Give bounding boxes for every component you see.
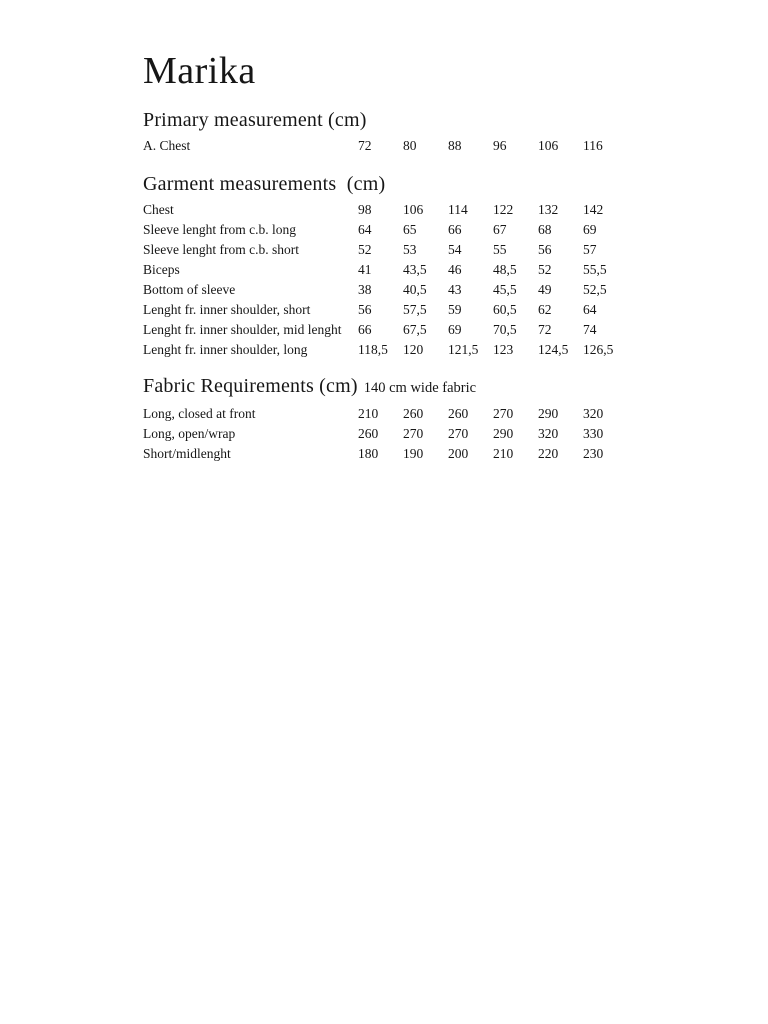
section-heading-text: Fabric Requirements (cm)	[143, 375, 358, 397]
row-value: 116	[583, 138, 603, 153]
row-value: 68	[538, 222, 552, 237]
table-row	[143, 320, 768, 340]
table-row	[143, 240, 768, 260]
section-heading	[143, 108, 768, 132]
table-row	[143, 300, 768, 320]
section-garment-measurements	[143, 172, 768, 360]
row-label: Lenght fr. inner shoulder, short	[143, 302, 311, 317]
table-row	[143, 280, 768, 300]
row-value: 52,5	[583, 282, 607, 297]
row-value: 57,5	[403, 302, 427, 317]
row-value: 40,5	[403, 282, 427, 297]
section-heading-suffix: 140 cm wide fabric	[363, 380, 477, 396]
row-label: Long, closed at front	[143, 406, 256, 421]
row-value: 64	[358, 222, 372, 237]
row-value: 290	[538, 406, 559, 421]
row-value: 260	[448, 406, 469, 421]
row-value: 96	[493, 138, 507, 153]
row-label: Lenght fr. inner shoulder, mid lenght	[143, 322, 342, 337]
section-heading	[143, 172, 768, 196]
section-fabric-requirements	[143, 374, 768, 464]
row-value: 270	[493, 406, 514, 421]
row-value: 52	[538, 262, 552, 277]
row-value: 142	[583, 202, 604, 217]
row-value: 52	[358, 242, 372, 257]
row-value: 98	[358, 202, 372, 217]
row-value: 290	[493, 426, 514, 441]
row-value: 38	[358, 282, 372, 297]
row-value: 41	[358, 262, 372, 277]
row-value: 53	[403, 242, 417, 257]
row-value: 106	[538, 138, 559, 153]
section-heading	[143, 374, 768, 400]
row-label: Bottom of sleeve	[143, 282, 236, 297]
table-row	[143, 136, 768, 156]
row-value: 49	[538, 282, 552, 297]
row-label: Biceps	[143, 262, 180, 277]
row-value: 72	[358, 138, 372, 153]
row-value: 70,5	[493, 322, 517, 337]
table-row	[143, 424, 768, 444]
row-value: 69	[448, 322, 462, 337]
row-value: 126,5	[583, 342, 614, 357]
row-value: 270	[448, 426, 469, 441]
table-row	[143, 340, 768, 360]
row-label: Lenght fr. inner shoulder, long	[143, 342, 308, 357]
table-row	[143, 200, 768, 220]
row-value: 270	[403, 426, 424, 441]
section-heading-text: Primary measurement (cm)	[143, 109, 367, 131]
row-value: 57	[583, 242, 597, 257]
row-value: 230	[583, 446, 604, 461]
row-label: Sleeve lenght from c.b. long	[143, 222, 296, 237]
row-label: Short/midlenght	[143, 446, 231, 461]
row-value: 200	[448, 446, 469, 461]
row-value: 260	[358, 426, 379, 441]
row-value: 190	[403, 446, 424, 461]
row-value: 80	[403, 138, 417, 153]
row-value: 65	[403, 222, 417, 237]
measurement-sections	[143, 108, 768, 464]
row-value: 46	[448, 262, 462, 277]
row-value: 60,5	[493, 302, 517, 317]
row-value: 180	[358, 446, 379, 461]
row-value: 56	[358, 302, 372, 317]
row-label: Chest	[143, 202, 174, 217]
row-value: 62	[538, 302, 552, 317]
row-value: 55	[493, 242, 507, 257]
row-value: 124,5	[538, 342, 569, 357]
table-row	[143, 444, 768, 464]
section-primary-measurement	[143, 108, 768, 156]
row-value: 72	[538, 322, 552, 337]
row-value: 43	[448, 282, 462, 297]
row-value: 55,5	[583, 262, 607, 277]
table-row	[143, 220, 768, 240]
row-value: 43,5	[403, 262, 427, 277]
page-title: Marika	[143, 50, 256, 92]
row-value: 64	[583, 302, 597, 317]
row-value: 69	[583, 222, 597, 237]
row-value: 48,5	[493, 262, 517, 277]
row-label: A. Chest	[143, 138, 191, 153]
row-label: Sleeve lenght from c.b. short	[143, 242, 299, 257]
row-value: 210	[358, 406, 379, 421]
row-value: 320	[583, 406, 604, 421]
row-value: 56	[538, 242, 552, 257]
row-value: 121,5	[448, 342, 479, 357]
row-label: Long, open/wrap	[143, 426, 236, 441]
row-value: 120	[403, 342, 424, 357]
row-value: 260	[403, 406, 424, 421]
row-value: 74	[583, 322, 597, 337]
row-value: 59	[448, 302, 462, 317]
row-value: 54	[448, 242, 462, 257]
row-value: 114	[448, 202, 468, 217]
table-row	[143, 260, 768, 280]
row-value: 66	[358, 322, 372, 337]
row-value: 118,5	[358, 342, 388, 357]
row-value: 67	[493, 222, 507, 237]
row-value: 88	[448, 138, 462, 153]
section-heading-text: Garment measurements (cm)	[143, 173, 386, 195]
row-value: 66	[448, 222, 462, 237]
row-value: 123	[493, 342, 514, 357]
table-row	[143, 404, 768, 424]
row-value: 132	[538, 202, 559, 217]
row-value: 220	[538, 446, 559, 461]
row-value: 122	[493, 202, 514, 217]
row-value: 330	[583, 426, 604, 441]
row-value: 106	[403, 202, 424, 217]
row-value: 67,5	[403, 322, 427, 337]
row-value: 320	[538, 426, 559, 441]
row-value: 45,5	[493, 282, 517, 297]
row-value: 210	[493, 446, 514, 461]
